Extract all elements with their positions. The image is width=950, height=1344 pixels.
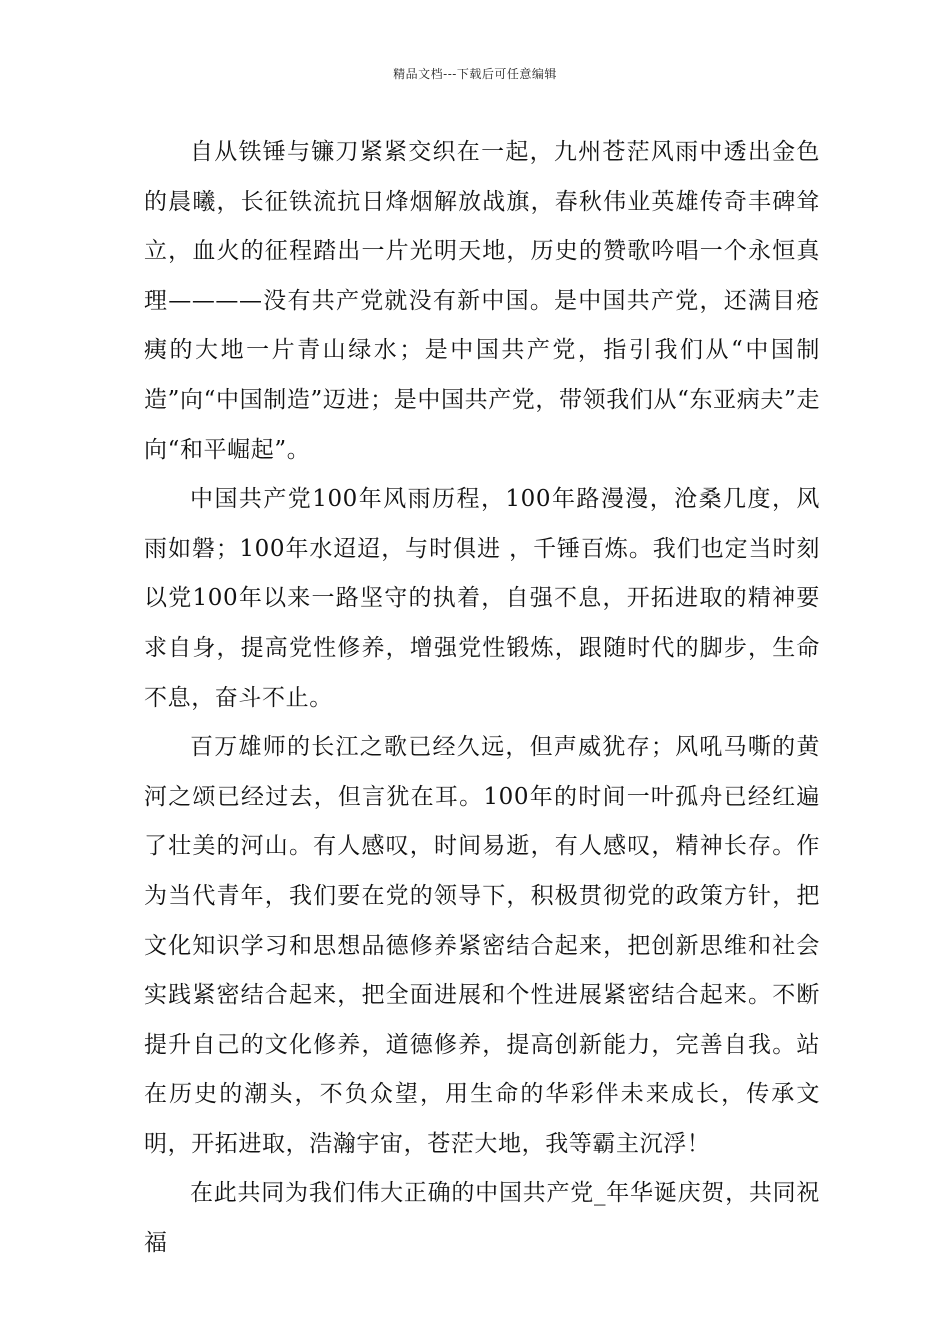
paragraph-1: 自从铁锤与镰刀紧紧交织在一起，九州苍茫风雨中透出金色的晨曦，长征铁流抗日烽烟解放战旗，春秋伟业英雄传奇丰碑耸立，血火的征程踏出一片光明天地，历史的赞歌吟唱一个永恒真理————没有共产党就没有新中国。是中国共产党，还满目疮痍的大地一片青山绿水；是中国共产党，指引我们从“中国制造”向“中国制造”迈进；是中国共产党，带领我们从“东亚病夫”走向“和平崛起”。 [144,139,820,463]
page-header: 精品文档---下载后可任意编辑 [393,67,557,81]
paragraph-2: 中国共产党100年风雨历程，100年路漫漫，沧桑几度，风雨如磐；100年水迢迢，与时俱进 ，千锤百炼。我们也定当时刻以党100年以来一路坚守的执着，自强不息，开拓进取的精神要求自身，提高党性修养，增强党性锻炼，跟随时代的脚步，生命不息，奋斗不止。 [144,486,820,711]
paragraph-4: 在此共同为我们伟大正确的中国共产党_年华诞庆贺，共同祝福 [144,1180,820,1257]
document-body [144,128,820,1269]
paragraph-3: 百万雄师的长江之歌已经久远，但声威犹存；风吼马嘶的黄河之颂已经过去，但言犹在耳。100年的时间一叶孤舟已经红遍了壮美的河山。有人感叹，时间易逝，有人感叹，精神长存。作为当代青年，我们要在党的领导下，积极贯彻党的政策方针，把文化知识学习和思想品德修养紧密结合起来，把创新思维和社会实践紧密结合起来，把全面进展和个性进展紧密结合起来。不断提升自己的文化修养，道德修养，提高创新能力，完善自我。站在历史的潮头，不负众望，用生命的华彩伴未来成长，传承文明，开拓进取，浩瀚宇宙，苍茫大地，我等霸主沉浮！ [144,734,820,1157]
